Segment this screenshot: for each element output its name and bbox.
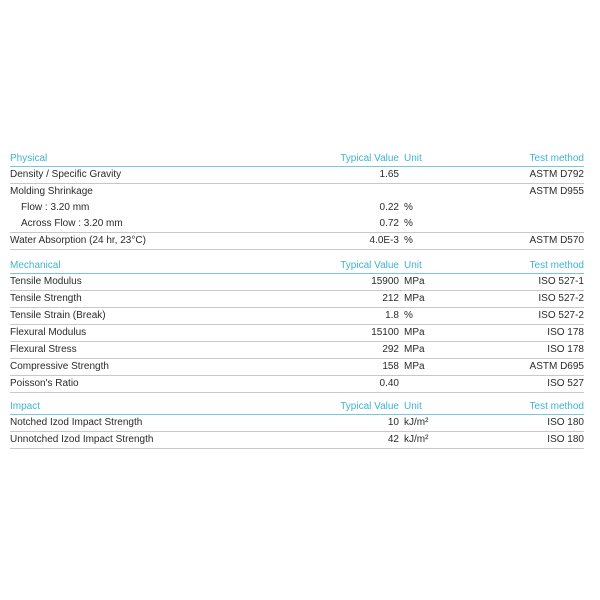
table-row: [10, 432, 584, 449]
table-row: [10, 274, 584, 291]
section-title: Impact: [10, 401, 41, 412]
table-row: [10, 308, 584, 325]
table-row: [10, 291, 584, 308]
property-name: Density / Specific Gravity: [10, 169, 122, 180]
property-unit: kJ/m²: [404, 434, 429, 445]
section-header: [10, 151, 584, 167]
property-name: Across Flow : 3.20 mm: [21, 218, 123, 229]
property-value: 212: [382, 293, 399, 304]
unit-column-header: Unit: [404, 260, 422, 271]
property-value: 0.72: [379, 218, 399, 229]
test-method: ISO 527-1: [538, 276, 584, 287]
property-value: 42: [387, 434, 399, 445]
property-name: Tensile Strength: [10, 293, 82, 304]
section-title: Physical: [10, 153, 48, 164]
property-name: Tensile Strain (Break): [10, 310, 106, 321]
property-value: 10: [387, 417, 399, 428]
property-unit: MPa: [404, 327, 425, 338]
property-value: 15100: [371, 327, 399, 338]
property-value: 0.40: [379, 378, 399, 389]
table-row: [10, 342, 584, 359]
property-name: Flexural Modulus: [10, 327, 87, 338]
value-column-header: Typical Value: [340, 260, 399, 271]
test-method: ISO 178: [547, 344, 584, 355]
property-value: 4.0E-3: [369, 235, 399, 246]
table-row: [10, 167, 584, 184]
property-unit: %: [404, 218, 413, 229]
value-column-header: Typical Value: [340, 401, 399, 412]
test-method: ASTM D792: [529, 169, 584, 180]
test-method: ISO 180: [547, 434, 584, 445]
test-method: ISO 180: [547, 417, 584, 428]
property-unit: MPa: [404, 344, 425, 355]
table-row: [10, 184, 584, 200]
test-method: ISO 527-2: [538, 293, 584, 304]
property-unit: MPa: [404, 276, 425, 287]
test-method: ASTM D695: [529, 361, 584, 372]
property-unit: %: [404, 310, 413, 321]
table-row: [10, 376, 584, 393]
value-column-header: Typical Value: [340, 153, 399, 164]
property-value: 1.8: [385, 310, 399, 321]
property-unit: %: [404, 235, 413, 246]
section-header: [10, 399, 584, 415]
property-name: Notched Izod Impact Strength: [10, 417, 143, 428]
test-method: ASTM D570: [529, 235, 584, 246]
property-unit: kJ/m²: [404, 417, 429, 428]
property-unit: %: [404, 202, 413, 213]
property-unit: MPa: [404, 293, 425, 304]
table-row: [10, 200, 584, 216]
property-value: 292: [382, 344, 399, 355]
property-value: 158: [382, 361, 399, 372]
property-value: 1.65: [379, 169, 399, 180]
unit-column-header: Unit: [404, 153, 422, 164]
property-unit: MPa: [404, 361, 425, 372]
property-name: Flexural Stress: [10, 344, 77, 355]
mechanical-table: [10, 258, 584, 393]
section-header: [10, 258, 584, 274]
table-row: [10, 359, 584, 376]
test-column-header: Test method: [529, 401, 584, 412]
test-method: ASTM D955: [529, 186, 584, 197]
test-method: ISO 178: [547, 327, 584, 338]
property-name: Poisson's Ratio: [10, 378, 79, 389]
test-method: ISO 527: [547, 378, 584, 389]
test-method: ISO 527-2: [538, 310, 584, 321]
property-name: Water Absorption (24 hr, 23°C): [10, 235, 146, 246]
test-column-header: Test method: [529, 153, 584, 164]
property-name: Unnotched Izod Impact Strength: [10, 434, 154, 445]
table-row: [10, 325, 584, 342]
property-name: Molding Shrinkage: [10, 186, 93, 197]
test-column-header: Test method: [529, 260, 584, 271]
property-value: 0.22: [379, 202, 399, 213]
property-name: Compressive Strength: [10, 361, 109, 372]
physical-table: [10, 151, 584, 250]
property-name: Tensile Modulus: [10, 276, 82, 287]
property-value: 15900: [371, 276, 399, 287]
table-row: [10, 233, 584, 250]
unit-column-header: Unit: [404, 401, 422, 412]
table-row: [10, 216, 584, 233]
table-row: [10, 415, 584, 432]
property-name: Flow : 3.20 mm: [21, 202, 90, 213]
impact-table: [10, 399, 584, 449]
section-title: Mechanical: [10, 260, 61, 271]
